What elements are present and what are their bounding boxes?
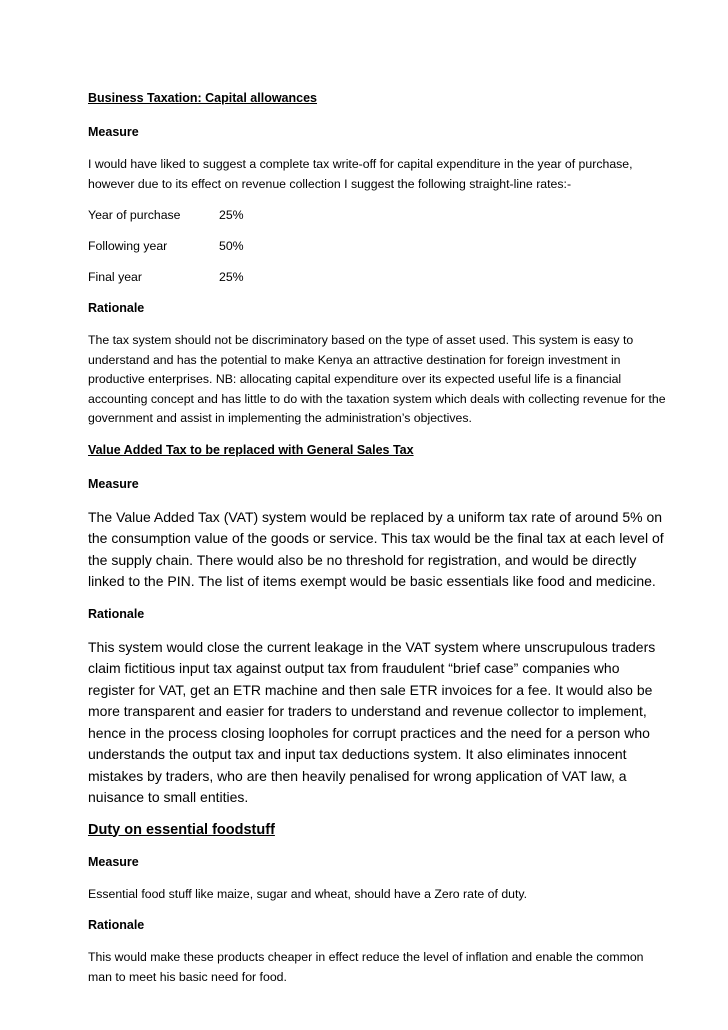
rationale-label: Rationale <box>88 606 145 621</box>
rate-row <box>88 237 668 255</box>
rationale-text: The tax system should not be discriminatory based on the type of asset used. This system is easy to understand and has the potential to make Kenya an attractive destination for foreign investment in productive enterprises. NB: allocating capital expenditure over its expected useful life is a financial accounting concept and has little to do with the taxation system which deals with collecting revenue for the government and assist in implementing the administration’s objectives. <box>88 333 666 425</box>
measure-label: Measure <box>88 476 139 491</box>
rate-value: 25% <box>219 270 244 284</box>
rate-row <box>88 206 668 224</box>
section-title-foodstuff-duty: Duty on essential foodstuff <box>88 821 275 838</box>
measure-text: I would have liked to suggest a complete tax write-off for capital expenditure in the year of purchase, however due to its effect on revenue collection I suggest the following straight-line rates:- <box>88 157 633 191</box>
rationale-text: This would make these products cheaper in effect reduce the level of inflation and enable the common man to meet his basic need for food. <box>88 950 644 984</box>
section-title-vat: Value Added Tax to be replaced with General Sales Tax <box>88 442 414 457</box>
rate-label: Final year <box>88 270 142 284</box>
rate-value: 25% <box>219 208 244 222</box>
rate-label: Following year <box>88 239 168 253</box>
section-title-capital-allowances: Business Taxation: Capital allowances <box>88 91 318 105</box>
rate-row <box>88 268 668 286</box>
rate-value: 50% <box>219 239 244 253</box>
rationale-label: Rationale <box>88 918 145 932</box>
rationale-label: Rationale <box>88 301 145 315</box>
rationale-text: This system would close the current leakage in the VAT system where unscrupulous traders claim fictitious input tax against output tax from fraudulent “brief case” companies who register for VAT, get an ETR machine and then sale ETR invoices for a fee. It would also be more transparent and easier for traders to understand and revenue collector to implement, hence in the process closing loopholes for corrupt practices and the need for a person who understands the output tax and input tax deductions system. It also eliminates innocent mistakes by traders, who are then heavily penalised for wrong application of VAT law, a nuisance to small entities. <box>88 638 656 805</box>
measure-label: Measure <box>88 854 139 869</box>
measure-text: The Value Added Tax (VAT) system would be replaced by a uniform tax rate of around 5% on the consumption value of the goods or service. This tax would be the final tax at each level of the supply chain. There would also be no threshold for registration, and would be directly linked to the PIN. The list of items exempt would be basic essentials like food and medicine. <box>88 508 664 589</box>
measure-label: Measure <box>88 125 139 139</box>
rate-label: Year of purchase <box>88 208 181 222</box>
measure-text: Essential food stuff like maize, sugar and wheat, should have a Zero rate of duty. <box>88 886 528 901</box>
